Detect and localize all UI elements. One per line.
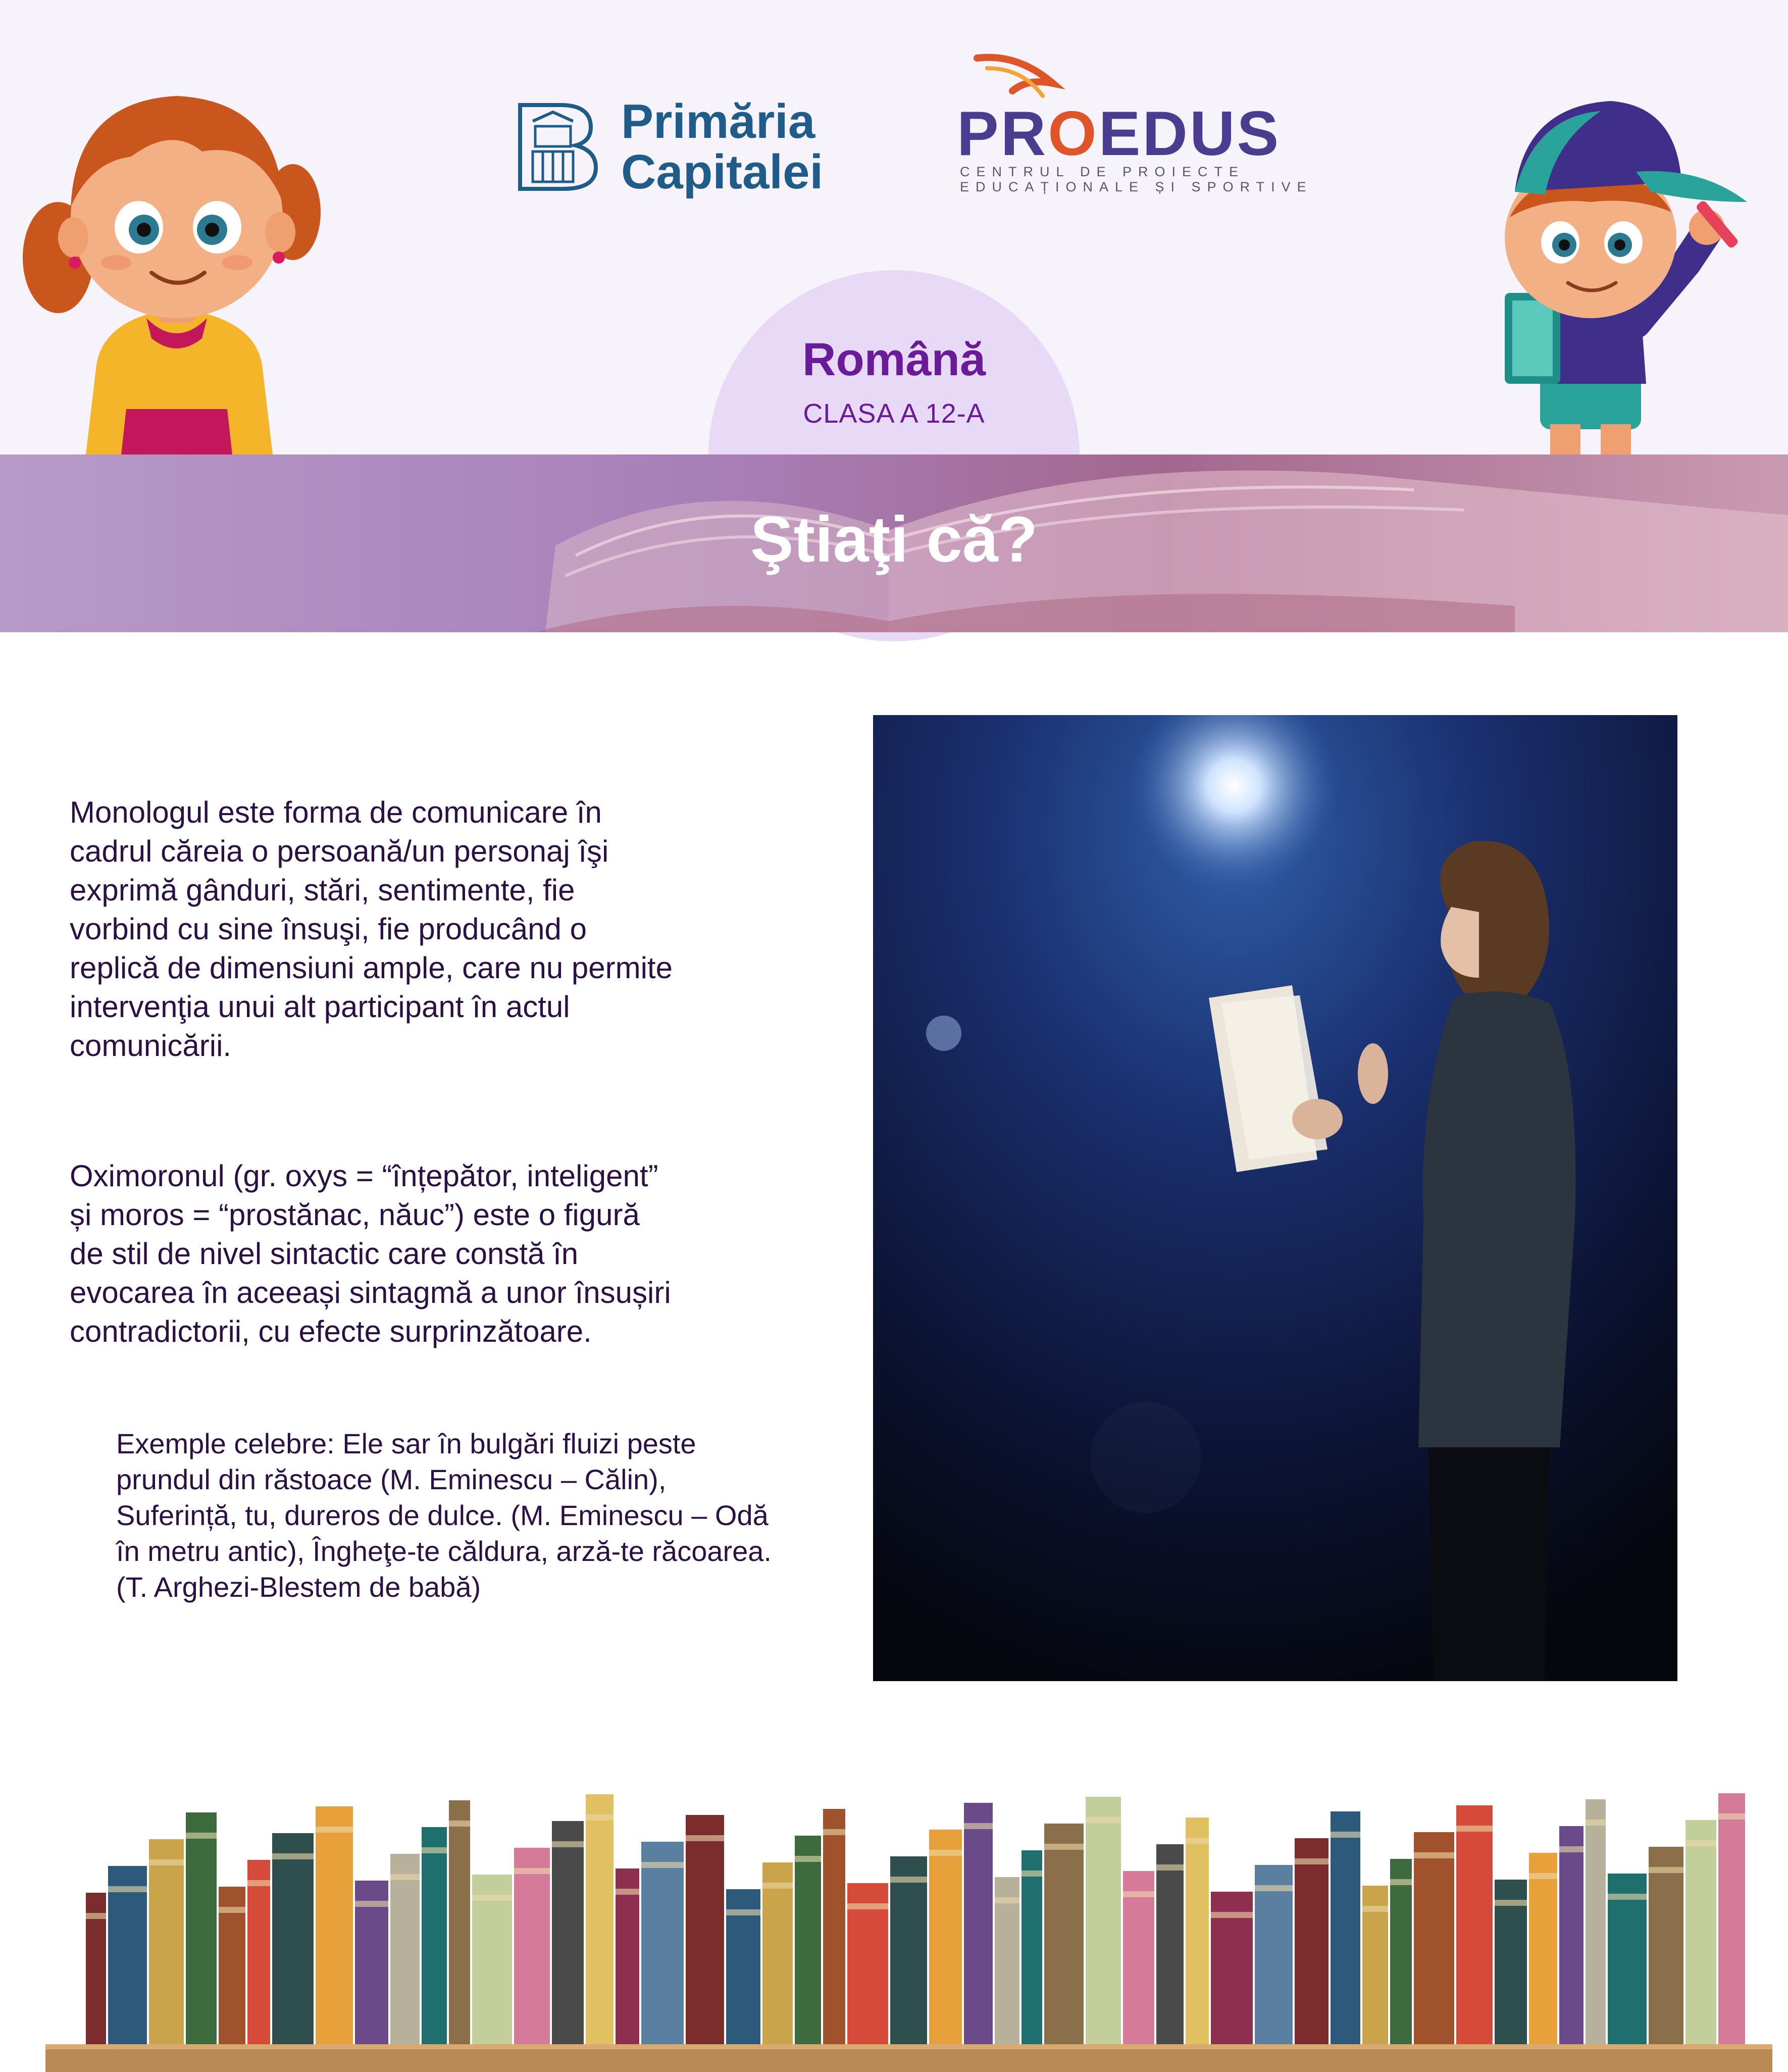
book-spine — [1295, 1838, 1329, 2044]
book-band — [514, 1868, 550, 1874]
book-band — [1044, 1844, 1084, 1850]
book-band — [1255, 1885, 1293, 1891]
boy-mascot-icon — [1485, 50, 1767, 454]
book-spine — [1331, 1811, 1360, 2044]
book-spine — [316, 1806, 353, 2044]
book-band — [1608, 1894, 1647, 1900]
book-band — [1211, 1912, 1253, 1918]
primaria-line2: Capitalei — [621, 145, 824, 199]
book-band — [1390, 1879, 1412, 1885]
book-band — [390, 1874, 420, 1880]
book-band — [964, 1823, 993, 1829]
oximoron-paragraph: Oximoronul (gr. oxys = “înțepător, inteligent” și moros = “prostănac, năuc”) este o figură de stil de nivel sintactic care constă în evocarea în aceeași sintagmă a unor însușiri contradictorii, cu efecte surprinzătoare. — [70, 1159, 671, 1348]
proedus-subtitle-line2: EDUCAȚIONALE ȘI SPORTIVE — [960, 179, 1313, 194]
book-band — [149, 1859, 184, 1865]
book-spine — [1255, 1865, 1293, 2044]
book-spine — [186, 1812, 217, 2044]
book-band — [586, 1814, 614, 1821]
book-band — [1495, 1900, 1527, 1906]
primaria-capitalei-logo — [515, 93, 843, 199]
book-spine — [1390, 1859, 1412, 2044]
book-band — [1718, 1813, 1745, 1820]
book-band — [726, 1909, 760, 1915]
book-band — [1362, 1906, 1388, 1912]
book-spine — [890, 1856, 927, 2044]
book-spine — [247, 1860, 270, 2044]
book-spine — [422, 1827, 447, 2044]
book-band — [995, 1897, 1019, 1903]
book-spine — [1156, 1844, 1184, 2044]
book-spine — [641, 1842, 684, 2044]
book-band — [823, 1829, 845, 1835]
book-spine — [1456, 1805, 1493, 2044]
book-band — [1086, 1817, 1121, 1823]
book-band — [795, 1856, 821, 1862]
book-spine — [149, 1839, 184, 2044]
book-spine — [1186, 1817, 1209, 2044]
book-band — [472, 1895, 512, 1901]
book-spine — [1529, 1853, 1557, 2044]
book-band — [847, 1903, 888, 1909]
monolog-paragraph: Monologul este forma de comunicare în cadrul căreia o persoană/un personaj îşi exprimă gânduri, stări, sentimente, fie vorbind cu sine însuşi, fie producând o replică de dimensiuni ample, care nu permite intervenţia unui alt participant în actul comunicării. — [70, 795, 673, 1063]
book-band — [1186, 1838, 1209, 1844]
book-band — [686, 1835, 724, 1841]
proedus-subtitle-line1: CENTRUL DE PROIECTE — [960, 164, 1245, 179]
bucharest-b-logo-icon — [515, 101, 598, 192]
book-spine — [964, 1803, 993, 2044]
book-spine — [686, 1815, 724, 2044]
book-band — [762, 1883, 793, 1889]
stage-performer-photo — [873, 715, 1677, 1681]
book-band — [1559, 1846, 1583, 1852]
book-spine — [1685, 1820, 1716, 2044]
book-spine — [1086, 1797, 1121, 2044]
book-spine — [823, 1809, 845, 2044]
book-spine — [795, 1836, 821, 2044]
book-band — [219, 1907, 245, 1913]
proedus-title: PROEDUS — [957, 99, 1281, 169]
book-spine — [1414, 1832, 1454, 2044]
book-band — [1123, 1891, 1154, 1897]
book-spine — [929, 1830, 962, 2044]
class-label: CLASA A 12-A — [803, 398, 985, 429]
examples-paragraph: Exemple celebre: Ele sar în bulgări fluizi peste prundul din răstoace (M. Eminescu – Călin), Suferință, tu, dureros de dulce. (M. Eminescu – Odă în metru antic), Îngheţe-te căldura, arză-te răcoarea. (T. Arghezi-Blestem de babă) — [116, 1428, 772, 1603]
book-band — [186, 1833, 217, 1839]
book-band — [1295, 1858, 1329, 1864]
book-band — [422, 1847, 447, 1853]
book-spine — [552, 1821, 584, 2044]
book-band — [616, 1889, 639, 1895]
bookshelf-icon — [0, 1767, 1788, 2072]
proedus-logo — [957, 53, 1313, 199]
book-band — [929, 1850, 962, 1856]
book-band — [1586, 1820, 1606, 1826]
book-band — [108, 1886, 147, 1892]
book-band — [86, 1913, 106, 1919]
book-spine — [514, 1848, 550, 2044]
book-band — [1529, 1873, 1557, 1879]
book-band — [247, 1880, 270, 1886]
book-band — [1649, 1867, 1683, 1873]
book-spine — [616, 1868, 639, 2044]
book-spine — [449, 1800, 470, 2044]
book-band — [355, 1901, 388, 1907]
book-spine — [1021, 1850, 1042, 2044]
book-band — [272, 1853, 314, 1859]
book-spine — [390, 1854, 420, 2044]
banner-title: Ştiaţi că? — [750, 503, 1038, 576]
title-banner — [0, 454, 1788, 632]
book-spine — [1586, 1799, 1606, 2044]
primaria-line1: Primăria — [621, 94, 815, 148]
book-band — [1685, 1840, 1716, 1846]
book-band — [316, 1827, 353, 1833]
book-spine — [272, 1833, 314, 2044]
book-band — [641, 1862, 684, 1868]
book-spine — [762, 1862, 793, 2044]
book-band — [1331, 1832, 1360, 1838]
book-band — [1156, 1864, 1184, 1871]
book-band — [552, 1841, 584, 1847]
girl-mascot-icon — [20, 56, 333, 454]
book-spine — [1649, 1847, 1683, 2044]
book-band — [890, 1877, 927, 1883]
subject-title: Română — [802, 334, 986, 385]
book-band — [1456, 1826, 1493, 1832]
book-spine — [1718, 1793, 1745, 2044]
book-spine — [1044, 1824, 1084, 2044]
book-spine — [586, 1794, 614, 2044]
book-band — [449, 1821, 470, 1827]
book-spine — [1559, 1826, 1583, 2044]
book-band — [1021, 1871, 1042, 1877]
book-spine — [108, 1866, 147, 2044]
book-band — [1414, 1852, 1454, 1858]
